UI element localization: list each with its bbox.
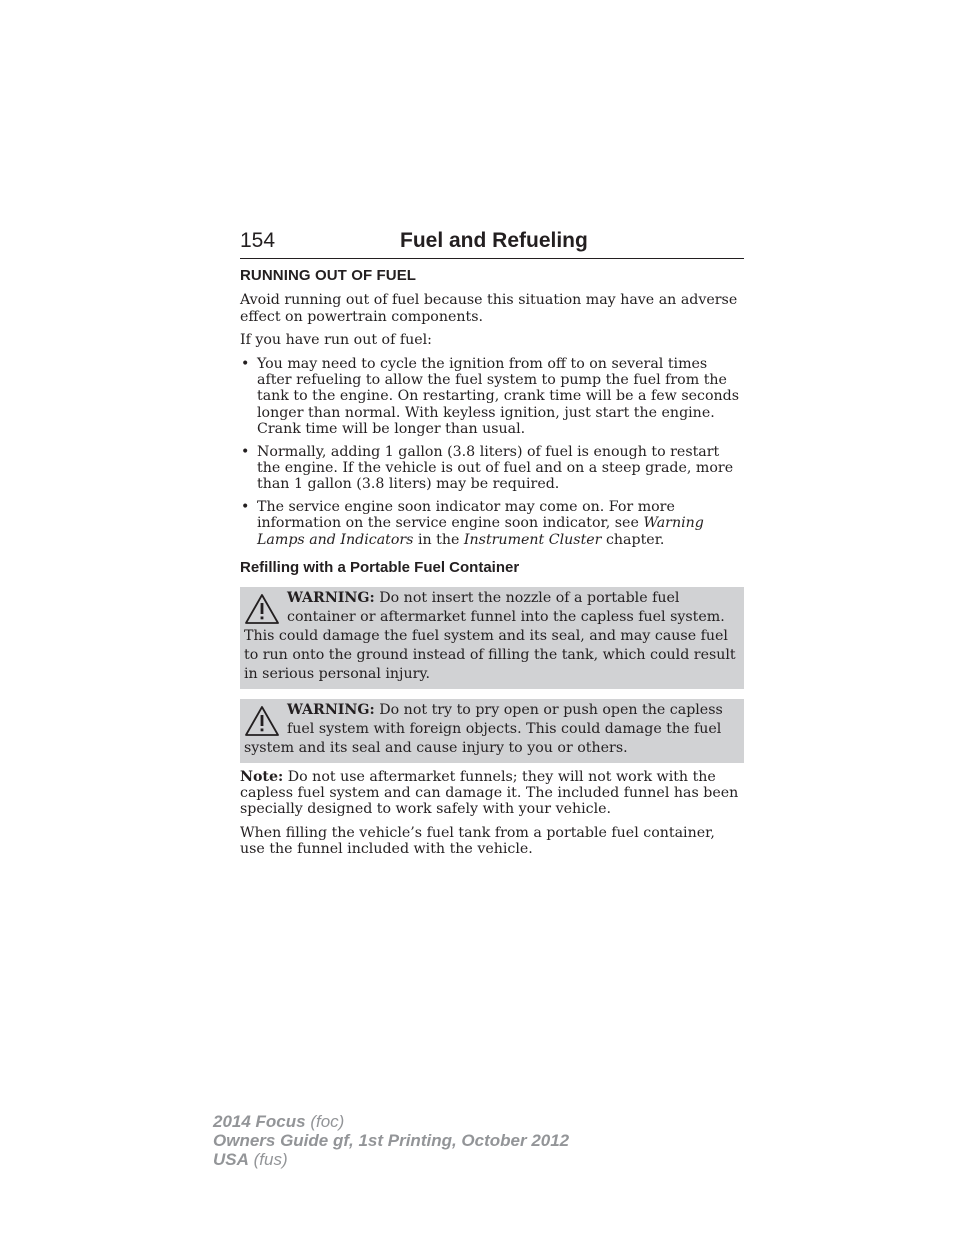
warning-box [240,699,744,763]
list-item [240,499,744,548]
warning-text: Do not try to pry open or push open the capless fuel system with foreign objects. This could damage the fuel system and its seal and cause injury to you or others. [244,701,723,756]
page-content [240,266,744,865]
page-footer [213,1112,569,1169]
bullet-text: You may need to cycle the ignition from off to on several times after refueling to allow the fuel system to pump the fuel from the tank to the engine. On restarting, crank time will be a few seconds longer than normal. With keyless ignition, just start the engine. Crank time will be longer than usual. [257,355,739,438]
note-text: Do not use aftermarket funnels; they will not work with the capless fuel system and can damage it. The included funnel has been specially designed to work safely with your vehicle. [240,768,739,818]
bullet-text: Normally, adding 1 gallon (3.8 liters) of fuel is enough to restart the engine. If the vehicle is out of fuel and on a steep grade, more than 1 gallon (3.8 liters) may be required. [257,443,734,493]
bullet-icon: • [241,443,250,460]
footer-market: USA [213,1150,249,1169]
warning-label: WARNING: [287,701,375,718]
bullet-icon: • [241,498,250,515]
footer-line-model [213,1112,569,1131]
list-item [240,444,744,493]
section-heading: RUNNING OUT OF FUEL [240,267,417,284]
footer-line-printing [213,1131,569,1150]
bullet-list [240,356,744,548]
warning-label: WARNING: [287,589,375,606]
warning-text: Do not insert the nozzle of a portable fuel container or aftermarket funnel into the capless fuel system. This could damage the fuel system and its seal, and may cause fuel to run onto the ground instead of filling the tank, which could result in serious personal injury. [244,589,736,682]
cross-reference-warning-lamps: Warning Lamps and Indicators [257,515,704,548]
closing-paragraph: When filling the vehicle’s fuel tank from a portable fuel container, use the funnel included with the vehicle. [240,824,715,858]
lead-paragraph: If you have run out of fuel: [240,332,432,349]
cross-reference-instrument-cluster: Instrument Cluster [463,531,602,548]
warning-box [240,587,744,689]
note-label: Note: [240,768,284,785]
warning-triangle-icon [244,593,280,625]
footer-model-code: (foc) [305,1112,345,1131]
warning-triangle-icon [244,705,280,737]
bullet-text-before: The service engine soon indicator may come on. For more information on the service engine soon indicator, see [257,498,675,532]
note-paragraph [240,769,744,818]
bullet-text-after: chapter. [601,531,665,548]
bullet-text-middle: in the [413,531,464,548]
list-item [240,356,744,438]
footer-line-market [213,1150,569,1169]
page-number: 154 [240,229,276,252]
intro-paragraph: Avoid running out of fuel because this situation may have an adverse effect on powertrain components. [240,292,738,325]
subsection-heading: Refilling with a Portable Fuel Container [240,559,520,577]
footer-model: 2014 Focus [213,1112,306,1131]
chapter-title: Fuel and Refueling [400,229,588,252]
footer-printing: Owners Guide gf, 1st Printing, October 2012 [213,1131,570,1150]
page-header [240,228,744,259]
bullet-icon: • [241,355,250,372]
footer-market-code: (fus) [248,1150,288,1169]
